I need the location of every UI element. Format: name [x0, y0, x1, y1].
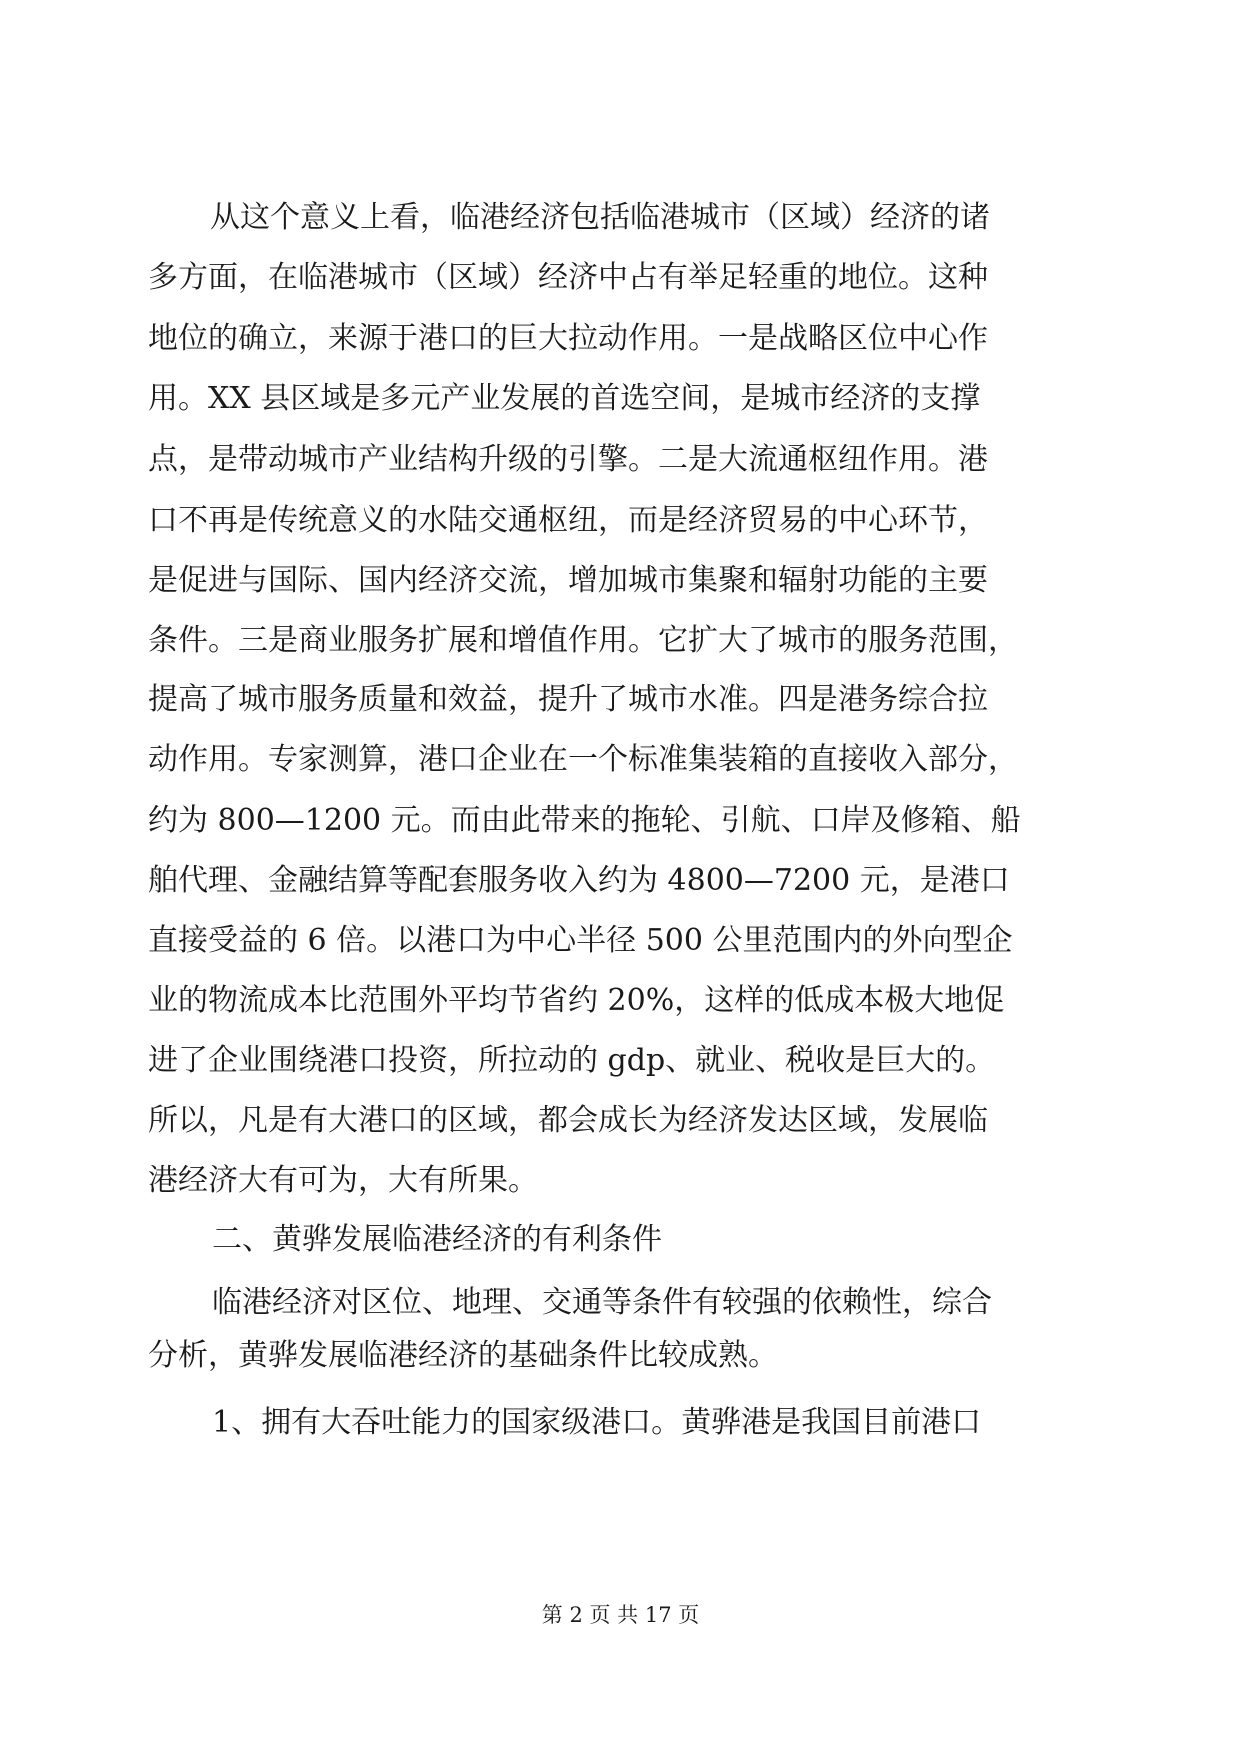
text-line: 地位的确立，来源于港口的巨大拉动作用。一是战略区位中心作: [148, 321, 988, 356]
text-line: 分析，黄骅发展临港经济的基础条件比较成熟。: [148, 1338, 778, 1373]
text-line: 业的物流成本比范围外平均节省约 20%，这样的低成本极大地促: [148, 983, 1005, 1018]
text-line: 约为 800—1200 元。而由此带来的拖轮、引航、口岸及修箱、船: [148, 803, 1021, 838]
text-line: 所以，凡是有大港口的区域，都会成长为经济发达区域，发展临: [148, 1103, 988, 1138]
text-line: 舶代理、金融结算等配套服务收入约为 4800—7200 元，是港口: [148, 863, 1010, 898]
text-line: 直接受益的 6 倍。以港口为中心半径 500 公里范围内的外向型企: [148, 923, 1013, 958]
text-line: 是促进与国际、国内经济交流，增加城市集聚和辐射功能的主要: [148, 563, 988, 598]
text-line: 临港经济对区位、地理、交通等条件有较强的依赖性，综合: [212, 1285, 992, 1320]
text-line: 动作用。专家测算，港口企业在一个标准集装箱的直接收入部分，: [148, 742, 1018, 777]
text-line: 点，是带动城市产业结构升级的引擎。二是大流通枢纽作用。港: [148, 442, 988, 477]
text-line: 二、黄骅发展临港经济的有利条件: [212, 1222, 662, 1257]
text-line: 多方面，在临港城市（区域）经济中占有举足轻重的地位。这种: [148, 260, 988, 295]
text-line: 港经济大有可为，大有所果。: [148, 1163, 538, 1198]
text-line: 进了企业围绕港口投资，所拉动的 gdp、就业、税收是巨大的。: [148, 1043, 996, 1078]
page-footer: 第 2 页 共 17 页: [541, 1603, 700, 1627]
text-line: 用。XX 县区域是多元产业发展的首选空间，是城市经济的支撑: [148, 381, 981, 416]
text-line: 1、拥有大吞吐能力的国家级港口。黄骅港是我国目前港口: [212, 1405, 982, 1440]
text-line: 从这个意义上看，临港经济包括临港城市（区域）经济的诸: [210, 200, 990, 235]
text-line: 提高了城市服务质量和效益，提升了城市水准。四是港务综合拉: [148, 682, 988, 717]
text-line: 条件。三是商业服务扩展和增值作用。它扩大了城市的服务范围，: [148, 623, 1018, 658]
text-line: 口不再是传统意义的水陆交通枢纽，而是经济贸易的中心环节，: [148, 503, 988, 538]
